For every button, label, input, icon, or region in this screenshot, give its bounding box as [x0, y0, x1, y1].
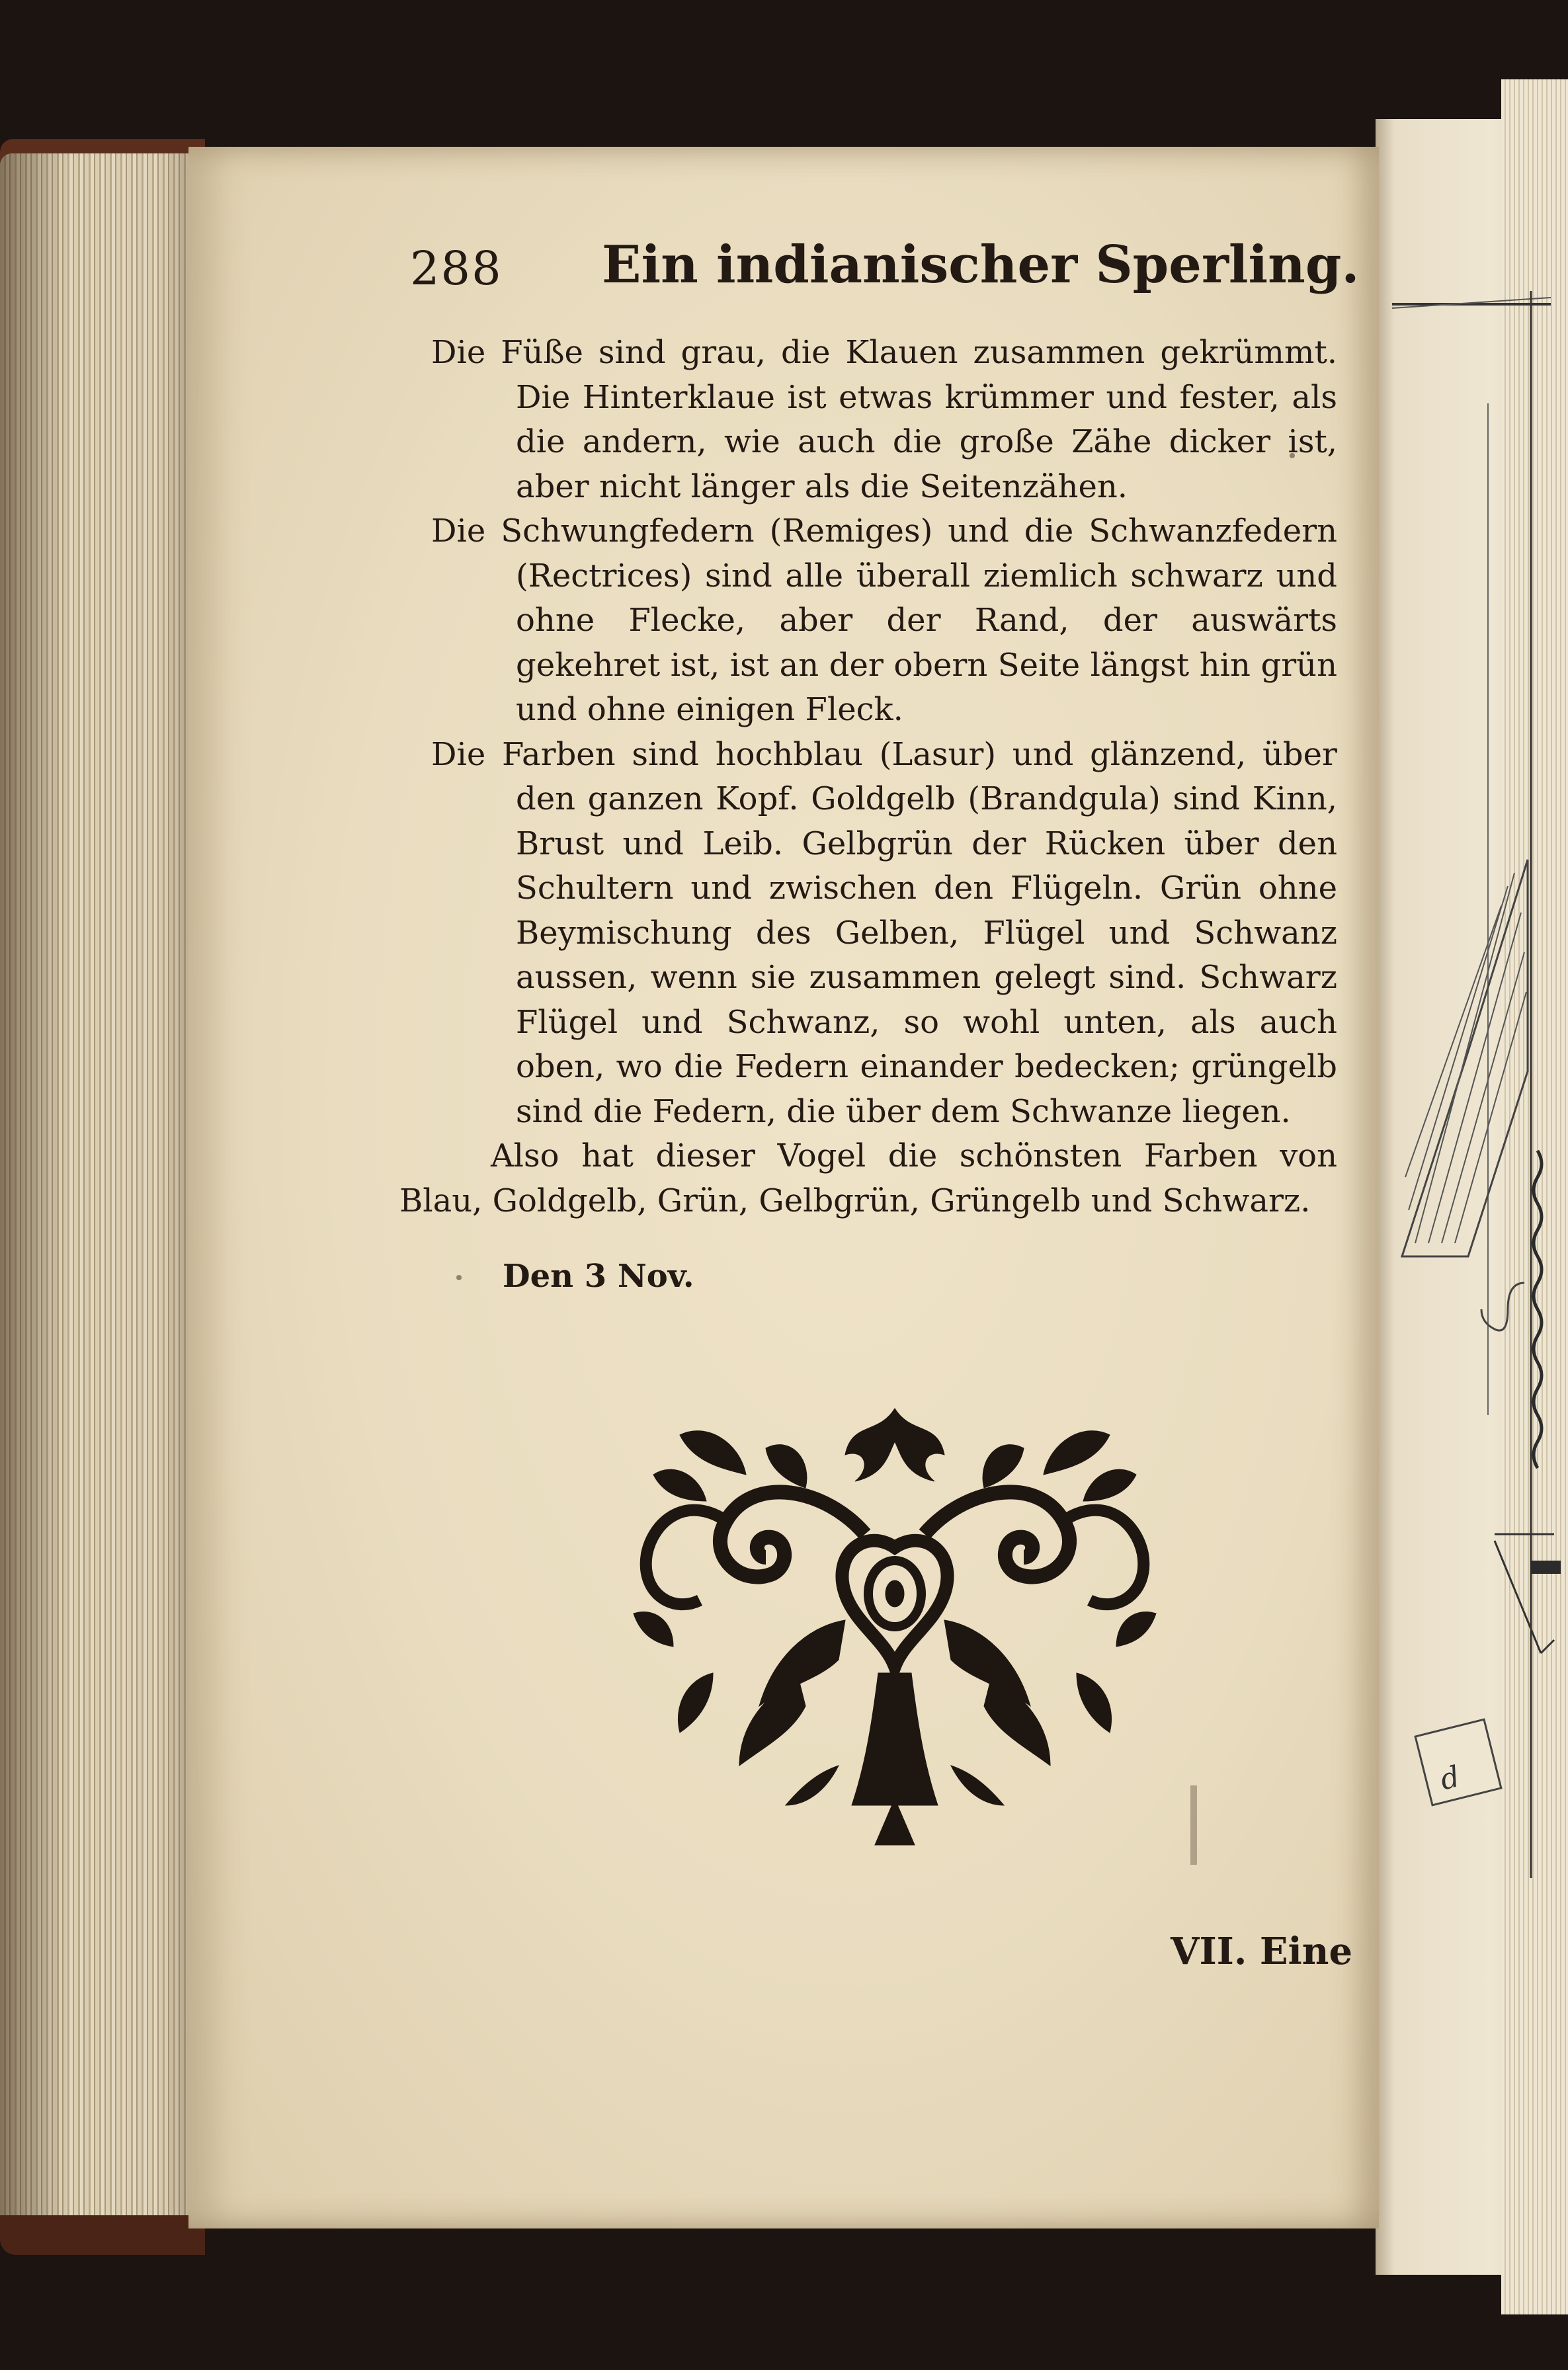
paragraph-summary: Also hat dieser Vogel die schönsten Farben von Blau, Goldgelb, Grün, Gelbgrün, Grüngelb und Schwarz. — [399, 1137, 1337, 1219]
paper-stain — [1190, 1785, 1197, 1865]
catchword: VII. Eine — [1171, 1930, 1353, 1973]
paragraph-colours: Die Farben sind hochblau (Lasur) und glänzend, über den ganzen Kopf. Goldgelb (Brandgula) sind Kinn, Brust und Leib. Gelbgrün der Rücken über den Schultern und zwischen den Flügeln. Grün ohne Beymischung des Gelben, Flügel und Schwanz aussen, wenn sie zusammen gelegt sind. Schwarz Flügel und Schwanz, so wohl unten, als auch oben, wo die Federn einander bedecken; grüngelb sind die Federn, die über dem Schwanze liegen. — [431, 735, 1337, 1130]
floral-tailpiece-ornament-icon — [627, 1395, 1163, 1852]
body-text — [399, 331, 1337, 1223]
running-head: Ein indianischer Sperling. — [602, 235, 1360, 295]
date-line: Den 3 Nov. — [503, 1258, 694, 1295]
facing-page-engraving — [1389, 291, 1561, 1878]
paragraph-feathers: Die Schwungfedern (Remiges) und die Schwanzfedern (Rectrices) sind alle überall ziemlich schwarz und ohne Flecke, aber der Rand, der auswärts gekehret ist, ist an der obern Seite längst hin grün und ohne einigen Fleck. — [431, 512, 1337, 728]
paragraph-feet: Die Füße sind grau, die Klauen zusammen gekrümmt. Die Hinterklaue ist etwas krümmer und fester, als die andern, wie auch die große Zähe dicker ist, aber nicht länger als die Seitenzähen. — [431, 334, 1337, 505]
book-cover-bottom-edge — [0, 2215, 205, 2255]
paper-speck — [456, 1275, 462, 1280]
book-page-edges — [0, 153, 198, 2230]
page-number: 288 — [410, 241, 503, 296]
facing-page-figure-label: d — [1414, 1718, 1502, 1806]
